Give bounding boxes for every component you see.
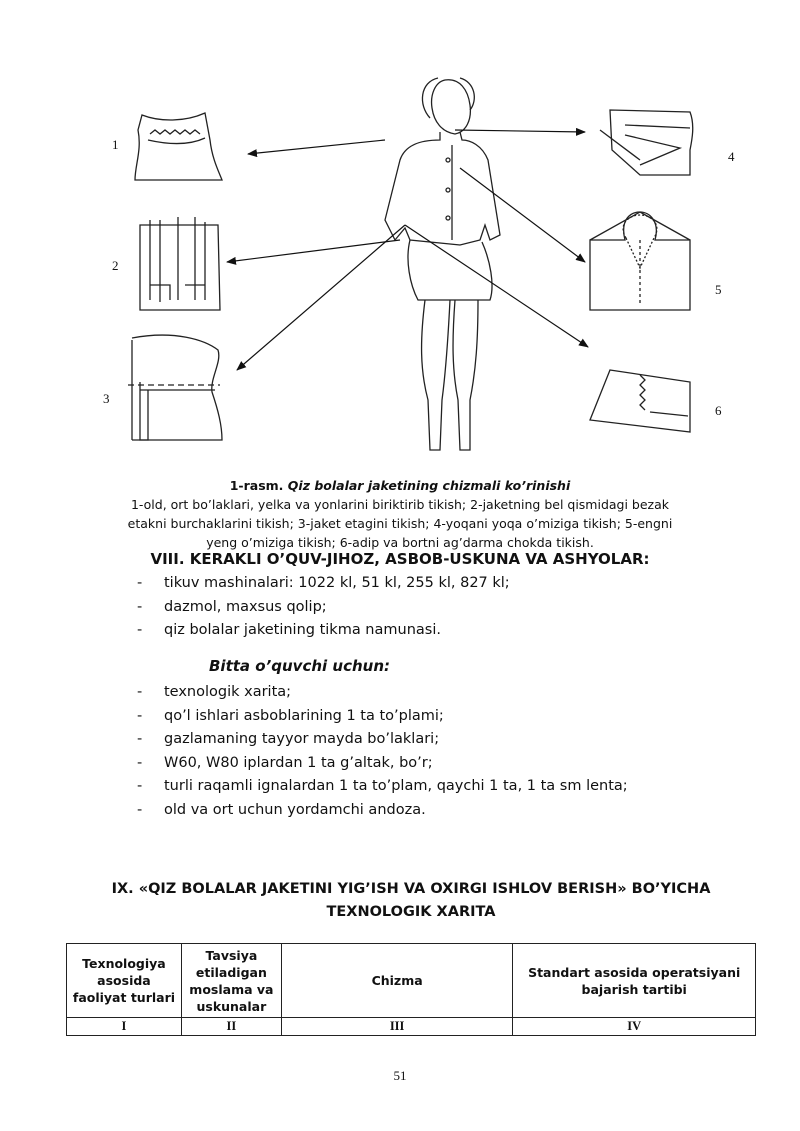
column-numeral: I — [67, 1018, 182, 1036]
caption-title: Qiz bolalar jaketining chizmali ko’rinishi — [287, 478, 571, 493]
student-subheading: Bitta o’quvchi uchun: — [209, 657, 390, 675]
caption-label: 1-rasm. — [229, 478, 284, 493]
student-items-list — [137, 681, 628, 822]
column-numeral: II — [181, 1018, 281, 1036]
list-item: - old va ort uchun yordamchi andoza. — [137, 801, 426, 818]
caption-text: 1-old, ort bo’laklari, yelka va yonlarini biriktirib tikish; 2-jaketning bel qismidagi bezak etakni burchaklarini tikish; 3-jaket etagini tikish; 4-yoqani yoqa o’miziga tikish; 5-engni yeng o’miziga tikish; 6-adip va bortni ag’darma chokda tikish. — [127, 497, 673, 550]
page-number: 51 — [393, 1068, 407, 1083]
equipment-list — [137, 572, 510, 643]
figure-number-5: 5 — [715, 282, 722, 297]
list-item: - texnologik xarita; — [137, 684, 292, 700]
figure-number-4: 4 — [728, 149, 735, 164]
figure-number-1: 1 — [112, 137, 119, 152]
list-item: - tikuv mashinalari: 1022 kl, 51 kl, 255 kl, 827 kl; — [137, 575, 510, 591]
figure-drawing — [0, 0, 800, 470]
figure-caption — [120, 476, 680, 552]
detail-sleeve-seam — [590, 212, 690, 310]
table-header-row — [67, 944, 756, 1018]
jacket-model-figure — [385, 78, 500, 450]
detail-collar — [600, 110, 693, 175]
column-header: Standart asosida operatsiyani bajarish tartibi — [513, 944, 756, 1018]
list-item: - gazlamaning tayyor mayda bo’laklari; — [137, 731, 440, 747]
detail-jacket-hem — [128, 335, 222, 440]
detail-facing-seam — [590, 370, 690, 432]
column-header: Texnologiya asosida faoliyat turlari — [67, 944, 182, 1018]
figure-arrows — [227, 130, 588, 370]
list-item: - dazmol, maxsus qolip; — [137, 598, 327, 615]
list-item: - W60, W80 iplardan 1 ta g’altak, bo’r; — [137, 754, 433, 771]
caption-title-line — [120, 476, 680, 495]
list-item: - qo’l ishlari asboblarining 1 ta to’plami; — [137, 707, 444, 724]
section-8-heading: VIII. KERAKLI O’QUV-JIHOZ, ASBOB-USKUNA VA ASHYOLAR: — [150, 550, 650, 568]
detail-peplum-corners — [140, 217, 220, 310]
detail-shoulder-seam — [135, 113, 222, 180]
column-numeral: IV — [513, 1018, 756, 1036]
table-row — [67, 1018, 756, 1036]
sewing-figure — [0, 0, 800, 470]
technology-map-table — [66, 943, 756, 1036]
list-item: - turli raqamli ignalardan 1 ta to’plam, qaychi 1 ta, 1 ta sm lenta; — [137, 778, 628, 794]
figure-number-6: 6 — [715, 403, 722, 418]
column-numeral: III — [281, 1018, 513, 1036]
list-item: - qiz bolalar jaketining tikma namunasi. — [137, 622, 441, 638]
figure-number-3: 3 — [103, 391, 110, 406]
figure-number-2: 2 — [112, 258, 119, 273]
section-9-heading: IX. «QIZ BOLALAR JAKETINI YIG’ISH VA OXIRGI ISHLOV BERISH» BO’YICHA TEXNOLOGIK XARITA — [111, 881, 711, 920]
column-header: Tavsiya etiladigan moslama va uskunalar — [181, 944, 281, 1018]
column-header: Chizma — [281, 944, 513, 1018]
